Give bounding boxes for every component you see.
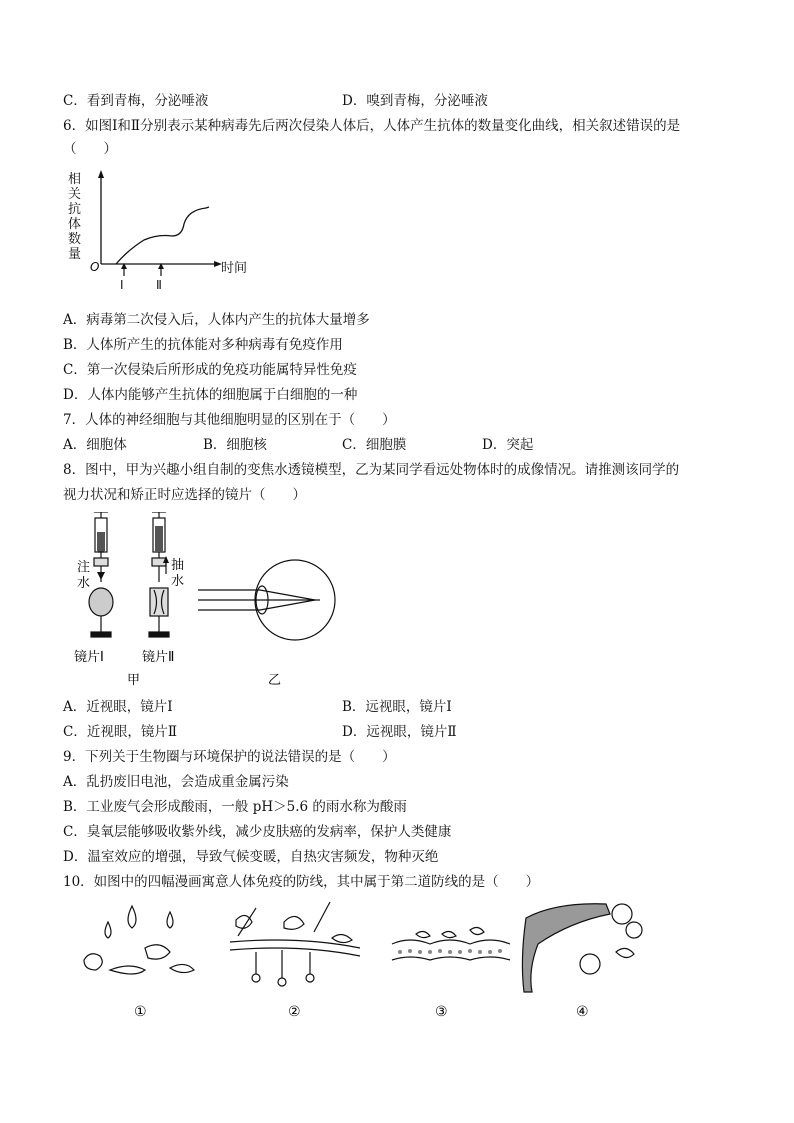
lens-2-label: 镜片Ⅱ bbox=[142, 650, 175, 665]
q9-option-b: B．工业废气会形成酸雨，一般 pH＞5.6 的雨水称为酸雨 bbox=[63, 799, 407, 815]
cartoon-label-1: ① bbox=[134, 1004, 147, 1020]
cartoon-2 bbox=[230, 902, 360, 986]
q9-option-c: C．臭氧层能够吸收紫外线，减少皮肤癌的发病率，保护人类健康 bbox=[63, 824, 452, 840]
q8-option-d: D．远视眼，镜片Ⅱ bbox=[342, 724, 457, 740]
cartoon-4 bbox=[522, 904, 642, 992]
q9-option-a: A．乱扔废旧电池，会造成重金属污染 bbox=[63, 774, 289, 790]
cartoon-1 bbox=[84, 906, 194, 974]
q7-option-a: A．细胞体 bbox=[63, 437, 127, 453]
q7-option-c: C．细胞膜 bbox=[342, 437, 407, 453]
y-label-char-2: 抗 bbox=[68, 202, 82, 217]
q5-option-c: C．看到青梅，分泌唾液 bbox=[63, 93, 209, 109]
y-label-char-4: 数 bbox=[68, 232, 82, 247]
q8-stem: 8．图中，甲为兴趣小组自制的变焦水透镜模型，乙为某同学看远处物体时的成像情况。请推测该同学的 bbox=[63, 462, 680, 478]
q6-stem: 6．如图Ⅰ和Ⅱ分别表示某种病毒先后两次侵染人体后，人体产生抗体的数量变化曲线，相关叙述错误的是 bbox=[63, 118, 681, 134]
cartoon-label-2: ② bbox=[288, 1004, 301, 1020]
q8-option-a: A．近视眼，镜片Ⅰ bbox=[63, 699, 173, 715]
lens-1-label: 镜片Ⅰ bbox=[74, 650, 104, 665]
marker-2-label: Ⅱ bbox=[156, 278, 162, 292]
q8-lens-eye-figure bbox=[70, 512, 340, 690]
q10-stem: 10．如图中的四幅漫画寓意人体免疫的防线，其中属于第二道防线的是（ ） bbox=[63, 874, 540, 890]
q8-stem-2: 视力状况和矫正时应选择的镜片（ ） bbox=[63, 487, 306, 503]
cartoon-label-3: ③ bbox=[435, 1004, 448, 1020]
q6-antibody-chart bbox=[66, 168, 256, 292]
y-label-char-0: 相 bbox=[68, 172, 82, 187]
q7-stem: 7．人体的神经细胞与其他细胞明显的区别在于（ ） bbox=[63, 412, 396, 428]
q6-option-a: A．病毒第二次侵入后，人体内产生的抗体大量增多 bbox=[63, 312, 370, 328]
x-label: 时间 bbox=[221, 261, 248, 276]
extract-char-0: 抽 bbox=[171, 558, 185, 573]
antibody-curve bbox=[116, 207, 209, 264]
syringe-1-arrow bbox=[97, 572, 105, 580]
label-jia: 甲 bbox=[127, 673, 141, 688]
q5-option-d: D．嗅到青梅，分泌唾液 bbox=[342, 93, 488, 109]
y-label-char-5: 量 bbox=[68, 247, 82, 262]
y-label-char-3: 体 bbox=[68, 217, 82, 232]
extract-char-1: 水 bbox=[171, 574, 185, 589]
syringe-2 bbox=[149, 512, 169, 637]
marker-1-label: Ⅰ bbox=[120, 278, 124, 292]
origin-label: O bbox=[90, 260, 100, 274]
q9-option-d: D．温室效应的增强，导致气候变暖，自热灾害频发，物种灭绝 bbox=[63, 849, 439, 865]
eye-diagram bbox=[198, 560, 335, 640]
cartoon-label-4: ④ bbox=[576, 1004, 589, 1020]
q8-option-b: B．远视眼，镜片Ⅰ bbox=[342, 699, 452, 715]
q6-option-c: C．第一次侵染后所形成的免疫功能属特异性免疫 bbox=[63, 362, 357, 378]
inject-char-1: 水 bbox=[77, 576, 91, 591]
q7-option-d: D．突起 bbox=[482, 437, 534, 453]
y-axis-arrow bbox=[98, 170, 104, 178]
q6-option-d: D．人体内能够产生抗体的细胞属于白细胞的一种 bbox=[63, 387, 358, 403]
q6-y-label bbox=[68, 171, 81, 262]
cartoon-3-cells bbox=[398, 949, 502, 954]
q9-stem: 9．下列关于生物圈与环境保护的说法错误的是（ ） bbox=[63, 749, 396, 765]
q8-option-c: C．近视眼，镜片Ⅱ bbox=[63, 724, 178, 740]
q7-option-b: B．细胞核 bbox=[203, 437, 267, 453]
q10-cartoons bbox=[70, 900, 660, 1025]
label-yi: 乙 bbox=[268, 673, 282, 688]
inject-char-0: 注 bbox=[77, 560, 91, 575]
q6-stem-paren: （ ） bbox=[63, 141, 117, 157]
q6-option-b: B．人体所产生的抗体能对多种病毒有免疫作用 bbox=[63, 337, 343, 353]
cartoon-3 bbox=[392, 927, 510, 960]
y-label-char-1: 关 bbox=[68, 187, 82, 202]
